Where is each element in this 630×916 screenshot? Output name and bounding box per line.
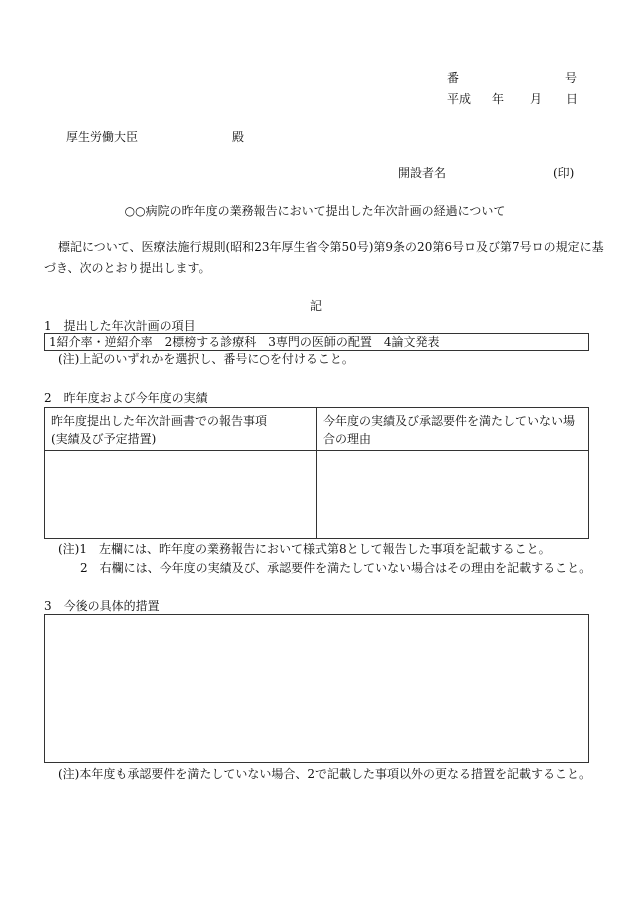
month-label: 月 (530, 92, 543, 106)
addressee-honorific: 殿 (232, 130, 245, 144)
section1-note: (注)上記のいずれかを選択し、番号に○を付けること。 (58, 352, 354, 366)
seal-label: (印) (553, 166, 575, 180)
section2-note-1: (注)1 左欄には、昨年度の業務報告において様式第8として報告した事項を記載すること。 (58, 542, 551, 556)
results-right-field[interactable] (317, 451, 588, 538)
plan-items-box (44, 333, 589, 351)
section3-note: (注)本年度も承認要件を満たしていない場合、2で記載した事項以外の更なる措置を記載すること。 (58, 767, 592, 781)
section3-heading: 3 今後の具体的措置 (44, 599, 160, 613)
section2-heading: 2 昨年度および今年度の実績 (44, 391, 208, 405)
section2-note-2: 2 右欄には、今年度の実績及び、承認要件を満たしていない場合はその理由を記載すること。 (80, 561, 592, 575)
plan-items: 1紹介率・逆紹介率 2標榜する診療科 3専門の医師の配置 4論文発表 (49, 335, 440, 349)
results-left-field[interactable] (45, 451, 316, 538)
results-header-right: 今年度の実績及び承認要件を満たしていない場 合の理由 (323, 414, 576, 446)
results-table (44, 407, 589, 539)
era-label: 平成 (447, 92, 472, 106)
section1-heading: 1 提出した年次計画の項目 (44, 319, 196, 333)
day-label: 日 (566, 92, 579, 106)
number-suffix: 号 (565, 71, 578, 85)
founder-label: 開設者名 (398, 166, 447, 180)
addressee-name: 厚生労働大臣 (66, 130, 139, 144)
measures-field[interactable] (44, 614, 589, 763)
intro-line-1: 標記について、医療法施行規則(昭和23年厚生省令第50号)第9条の20第6号ロ及び第7号ロの規定に基 (58, 240, 604, 254)
year-label: 年 (492, 92, 505, 106)
number-label: 番 (447, 71, 460, 85)
ki-heading: 記 (309, 299, 322, 313)
intro-line-2: づき、次のとおり提出します。 (44, 261, 211, 275)
results-header-left: 昨年度提出した年次計画書での報告事項 (実績及び予定措置) (51, 414, 268, 446)
document-title: ○○病院の昨年度の業務報告において提出した年次計画の経過について (124, 204, 506, 218)
